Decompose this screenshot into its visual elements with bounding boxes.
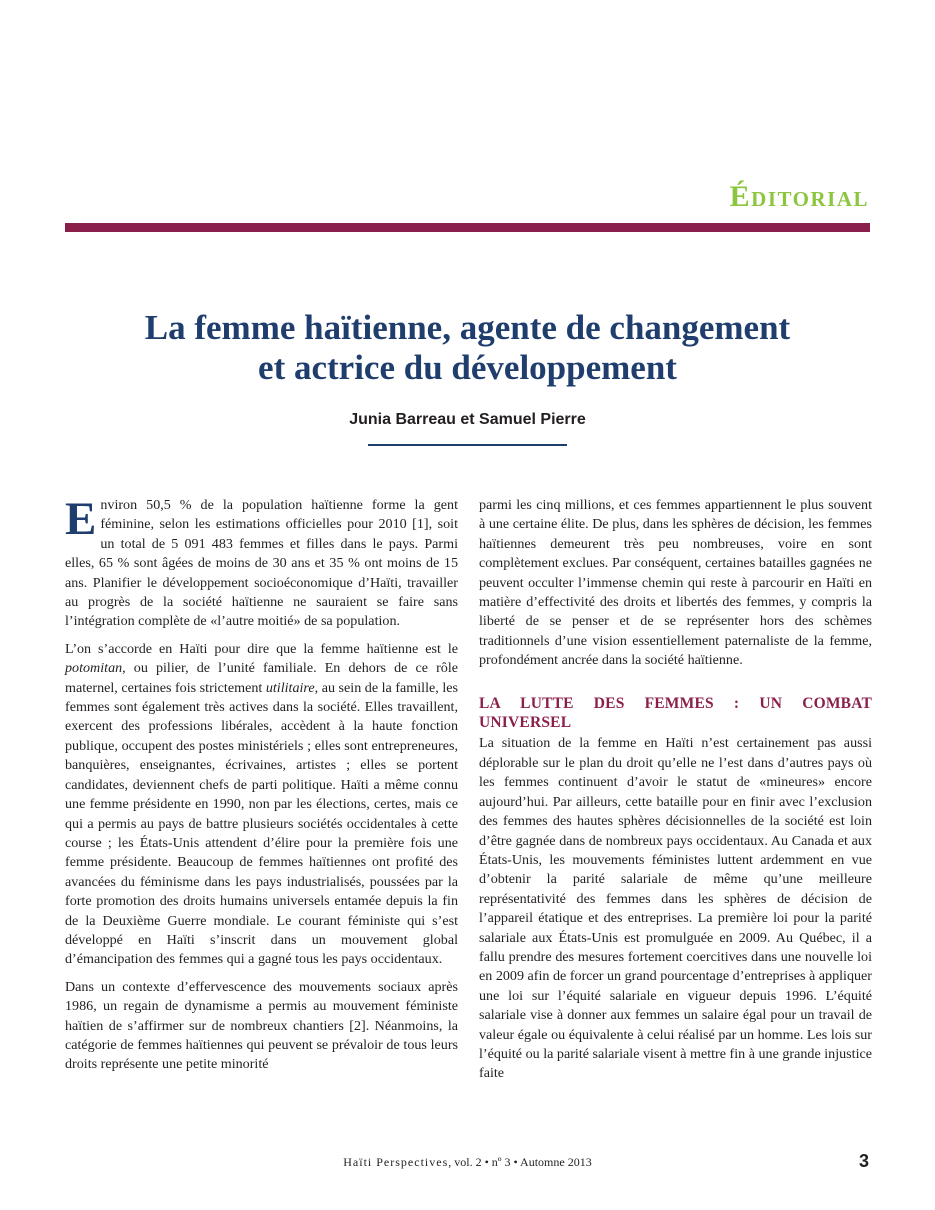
article-authors: Junia Barreau et Samuel Pierre	[349, 411, 586, 428]
left-column	[65, 493, 458, 1083]
paragraph	[65, 640, 458, 970]
emphasis-text: utilitaire	[265, 679, 315, 696]
page-footer	[0, 1155, 935, 1170]
page-number: 3	[858, 1151, 869, 1171]
emphasis-text: potomitan	[65, 660, 123, 677]
drop-cap: E	[65, 493, 97, 545]
header-rule	[65, 223, 870, 232]
paragraph: parmi les cinq millions, et ces femmes appartiennent le plus souvent à une certaine élite. De plus, dans les sphères de décision, les femmes haïtiennes demeurent très peu nombreuses, voire en sont complètement exclues. Par conséquent, certaines batailles gagnées ne peuvent occulter l’immense chemin qui reste à parcourir en Haïti en matière d’effectivité des droits et libertés des femmes, y compris la liberté de se penser et de se représenter hors des schèmes traditionnels d’une vision essentiellement paternaliste de la femme, profondément ancrée dans la société haïtienne.	[479, 497, 872, 669]
paragraph-text: , ou pilier, de l’unité familiale. En dehors de ce rôle maternel, certaines fois strictement	[65, 660, 458, 696]
paragraph-text: , au sein de la famille, les femmes sont également très actives dans la société. Elles travaillent, exercent des professions libérales, accèdent à la haute fonction publique, occupent des postes ministériels ; elles sont entrepreneures, banquières, enseignantes, écrivaines, artistes ; elles se portent candidates, deviennent chefs de parti politique. Haïti a même connu une femme présidente en 1990, non par les élections, certes, mais ce qui a permis au pays de battre plusieurs sociétés occidentales à cette course ; les États-Unis attendent d’élire pour la première fois une femme présidente. Beaucoup de femmes haïtiennes ont profité des avancées du féminisme dans les pays industrialisés, poussées par la forte promotion des droits humains universels entamée depuis la fin de la Deuxième Guerre mondiale. Le courant féministe qui s’est développé en Haïti s’inscrit dans un mouvement global d’émancipation des femmes qui a gagné tous les pays occidentaux.	[65, 679, 458, 968]
paragraph	[65, 493, 458, 632]
title-line-2: et actrice du développement	[258, 348, 677, 387]
paragraph: Dans un contexte d’effervescence des mouvements sociaux après 1986, un regain de dynamisme a permis au mouvement féministe haïtien de s’affirmer sur de nombreux chantiers [2]. Néanmoins, la catégorie de femmes haïtiennes qui peuvent se prévaloir de tous leurs droits représente une petite minorité	[65, 978, 458, 1073]
paragraph-text: nviron 50,5 % de la population haïtienne forme la gent féminine, selon les estimations officielles pour 2010 [1], soit un total de 5 091 483 femmes et filles dans le pays. Parmi elles, 65 % sont âgées de moins de 30 ans et 35 % ont moins de 15 ans. Planifier le développement socioéconomique d’Haïti, travailler au progrès de la société haïtienne ne sauraient se faire sans l’intégration complète de «l’autre moitié» de sa population.	[65, 497, 458, 630]
section-subheading: LA LUTTE DES FEMMES : UN COMBAT UNIVERSEL	[479, 694, 872, 732]
paragraph: La situation de la femme en Haïti n’est certainement pas aussi déplorable sur le plan du droit qu’elle ne l’est dans d’autres pays où les femmes continuent d’avoir le statut de «mineures» encore aujourd’hui. Par ailleurs, cette bataille pour en finir avec l’exclusion des femmes des hautes sphères décisionnelles de la société est loin d’être gagnée dans de nombreux pays occidentaux. Au Canada et aux États-Unis, les mouvements féministes luttent ardemment en vue d’obtenir la parité salariale de même qu’une meilleure représentativité des femmes dans les sphères de décision de l’appareil étatique et des entreprises. La première loi pour la parité salariale aux États-Unis est promulguée en 2009. Au Québec, il a fallu prendre des mesures fortement coercitives dans une nouvelle loi en 2009 afin de forcer un grand pourcentage d’entreprises à appliquer une loi sur l’équité salariale en vigueur depuis 1996. L’équité salariale vise à donner aux femmes un salaire égal pour un travail de valeur égale ou équivalente à celui réalisé par un homme. Les lois sur l’équité ou la parité salariale visent à mettre fin à une grande injustice faite	[479, 735, 872, 1082]
paragraph-text: L’on s’accorde en Haïti pour dire que la femme haïtienne est le	[65, 640, 458, 657]
title-line-1: La femme haïtienne, agente de changement	[144, 308, 791, 347]
article-title	[65, 308, 870, 388]
right-column	[479, 496, 872, 1092]
authors-underline	[368, 444, 567, 446]
journal-name: Haïti Perspectives	[343, 1155, 449, 1169]
issue-details: , vol. 2 • nº 3 • Automne 2013	[448, 1155, 592, 1169]
section-label: Éditorial	[729, 180, 869, 213]
